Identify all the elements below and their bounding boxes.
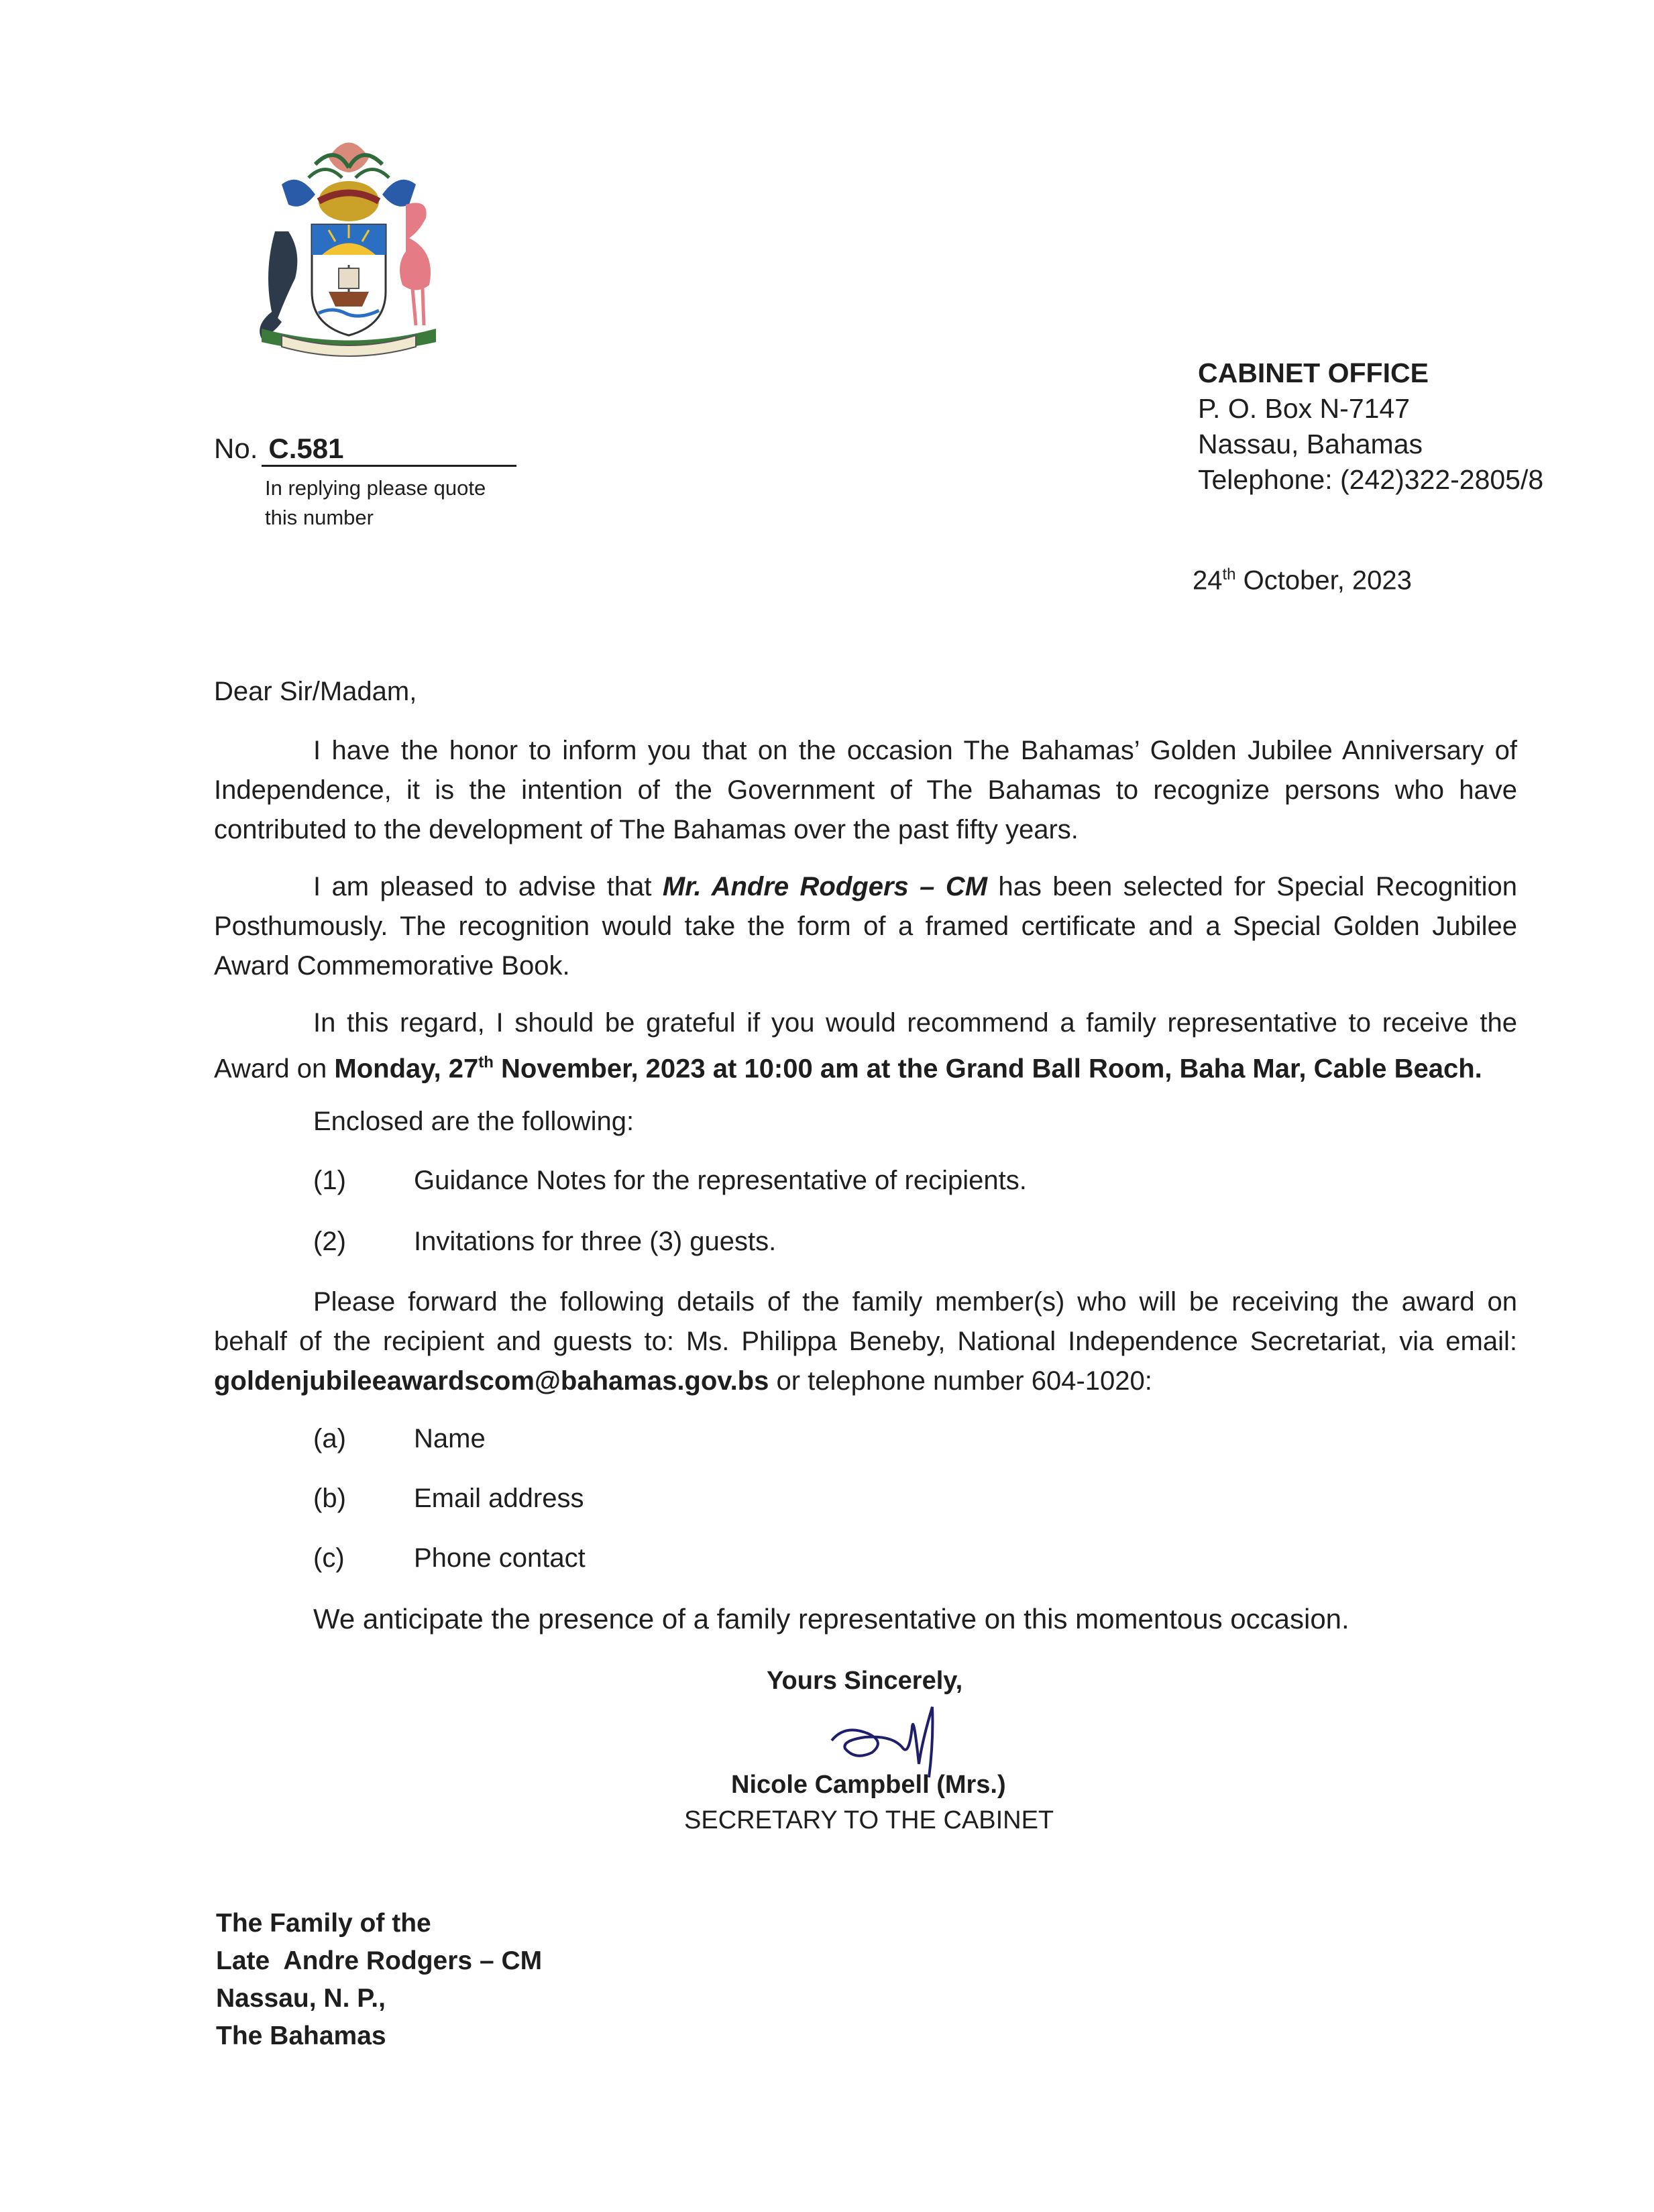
address-line: The Bahamas <box>216 2022 386 2050</box>
signer-name: Nicole Campbell (Mrs.) <box>731 1771 1006 1799</box>
recipient-address <box>216 1905 542 2055</box>
office-title: CABINET OFFICE <box>1198 357 1429 388</box>
reference-note-line1: In replying please quote <box>265 476 486 500</box>
paragraph-details-after: or telephone number 604-1020: <box>769 1366 1152 1396</box>
enclosure-label: (2) <box>313 1227 346 1256</box>
enclosed-intro: Enclosed are the following: <box>313 1107 635 1136</box>
office-city: Nassau, Bahamas <box>1198 429 1423 459</box>
date-day: 24 <box>1193 565 1223 596</box>
date-suffix: th <box>1222 565 1236 584</box>
salutation: Dear Sir/Madam, <box>214 677 417 706</box>
enclosure-text: Invitations for three (3) guests. <box>414 1227 777 1256</box>
reference-value: C.581 <box>262 433 516 467</box>
event-day: Monday, 27 <box>334 1054 479 1084</box>
reference-label: No. <box>214 433 258 464</box>
event-day-suffix: th <box>478 1054 494 1072</box>
letter-date <box>1193 565 1412 596</box>
paragraph-intro: I have the honor to inform you that on the occasion The Bahamas’ Golden Jubilee Anniversary of Independence, it is the intention of the Government of The Bahamas to recognize persons who have contributed to the development of The Bahamas over the past fifty years. <box>214 736 1517 844</box>
detail-item <box>313 1543 586 1573</box>
closing-phrase: Yours Sincerely, <box>767 1667 963 1695</box>
signer-title: SECRETARY TO THE CABINET <box>684 1806 1054 1834</box>
paragraph-selection-after: has been selected for Special Recognition Posthumously. The recognition would take the form of a framed certificate and a Special Golden Jubilee Award Commemorative Book. <box>214 872 1517 981</box>
honoree-name: Mr. Andre Rodgers – CM <box>662 872 988 901</box>
detail-label: (c) <box>313 1543 345 1573</box>
enclosure-item <box>313 1166 1027 1196</box>
detail-text: Name <box>414 1424 486 1453</box>
coat-of-arms <box>235 131 463 359</box>
closing-paragraph: We anticipate the presence of a family representative on this momentous occasion. <box>313 1603 1349 1635</box>
paragraph-selection <box>214 867 1517 986</box>
reference-number <box>214 433 516 467</box>
detail-item <box>313 1484 584 1514</box>
contact-email[interactable]: goldenjubileeawardscom@bahamas.gov.bs <box>214 1366 769 1396</box>
detail-text: Phone contact <box>414 1543 586 1573</box>
paragraph-details-request <box>214 1282 1517 1401</box>
address-line: The Family of the <box>216 1909 431 1938</box>
office-po-box: P. O. Box N-7147 <box>1198 393 1411 424</box>
paragraph-details-text: Please forward the following details of the family member(s) who will be receiving the award on behalf of the recipient and guests to: Ms. Philippa Beneby, National Independence Secretariat, via email: <box>214 1287 1517 1356</box>
detail-label: (b) <box>313 1484 346 1513</box>
date-rest: October, 2023 <box>1235 565 1412 596</box>
office-header <box>1198 355 1543 498</box>
address-line: Late Andre Rodgers – CM <box>216 1946 543 1975</box>
detail-label: (a) <box>313 1424 346 1453</box>
address-line: Nassau, N. P., <box>216 1984 386 2013</box>
paragraph-selection-before: I am pleased to advise that <box>313 872 663 901</box>
reference-note-line2: this number <box>265 506 374 529</box>
paragraph-event-text: In this regard, I should be grateful if you would recommend a family representative to receive the Award on <box>214 1008 1517 1084</box>
office-telephone: Telephone: (242)322-2805/8 <box>1198 464 1544 495</box>
enclosure-item <box>313 1227 776 1257</box>
reference-note <box>265 474 533 533</box>
detail-item <box>313 1424 486 1454</box>
enclosure-label: (1) <box>313 1166 346 1195</box>
enclosure-text: Guidance Notes for the representative of recipients. <box>414 1166 1027 1195</box>
event-details: November, 2023 at 10:00 am at the Grand Ball Room, Baha Mar, Cable Beach. <box>493 1054 1482 1084</box>
paragraph-event <box>214 1003 1517 1089</box>
detail-text: Email address <box>414 1484 584 1513</box>
